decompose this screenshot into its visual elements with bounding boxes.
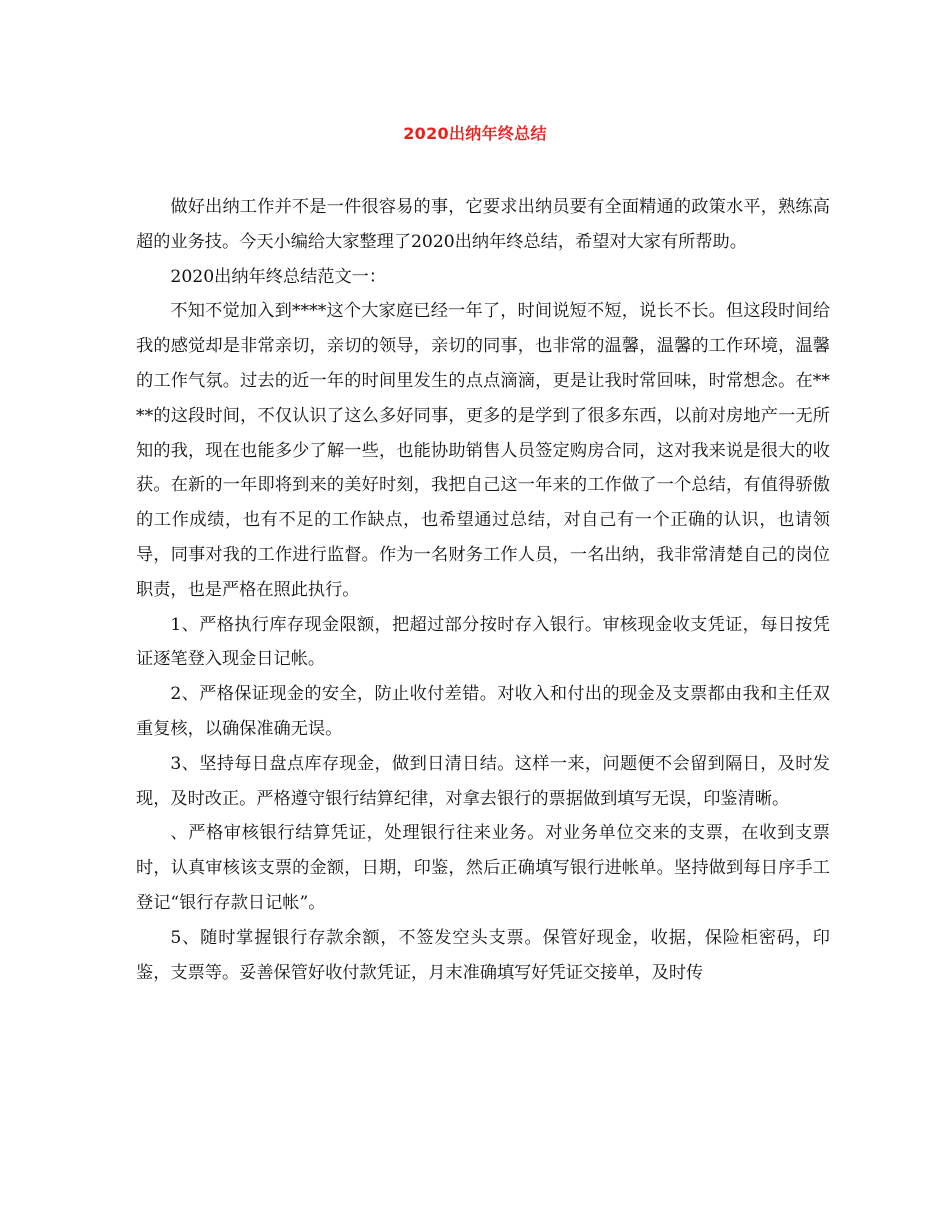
document-body	[136, 190, 830, 990]
document-title: 2020出纳年终总结	[403, 124, 547, 143]
paragraph-item-5: 5、随时掌握银行存款余额，不签发空头支票。保管好现金，收据，保险柜密码，印鉴，支票等。妥善保管好收付款凭证，月末准确填写好凭证交接单，及时传	[136, 927, 830, 983]
paragraph-item-3: 3、坚持每日盘点库存现金，做到日清日结。这样一来，问题便不会留到隔日，及时发现，及时改正。严格遵守银行结算纪律，对拿去银行的票据做到填写无误，印鉴清晰。	[136, 753, 830, 809]
paragraph-sample-heading: 2020出纳年终总结范文一：	[170, 266, 387, 287]
paragraph-summary: 不知不觉加入到****这个大家庭已经一年了，时间说短不短，说长不长。但这段时间给我的感觉却是非常亲切，亲切的领导，亲切的同事，也非常的温馨，温馨的工作环境，温馨的工作气氛。过去的近一年的时间里发生的点点滴滴，更是让我时常回味，时常想念。在****的这段时间，不仅认识了这么多好同事，更多的是学到了很多东西，以前对房地产一无所知的我，现在也能多少了解一些，也能协助销售人员签定购房合同，这对我来说是很大的收获。在新的一年即将到来的美好时刻，我把自己这一年来的工作做了一个总结，有值得骄傲的工作成绩，也有不足的工作缺点，也希望通过总结，对自己有一个正确的认识，也请领导，同事对我的工作进行监督。作为一名财务工作人员，一名出纳，我非常清楚自己的岗位职责，也是严格在照此执行。	[136, 301, 830, 600]
paragraph-intro: 做好出纳工作并不是一件很容易的事，它要求出纳员要有全面精通的政策水平，熟练高超的业务技。今天小编给大家整理了2020出纳年终总结，希望对大家有所帮助。	[136, 197, 830, 252]
paragraph-item-2: 2、严格保证现金的安全，防止收付差错。对收入和付出的现金及支票都由我和主任双重复核，以确保准确无误。	[136, 684, 830, 739]
paragraph-item-1: 1、严格执行库存现金限额，把超过部分按时存入银行。审核现金收支凭证，每日按凭证逐笔登入现金日记帐。	[136, 614, 830, 670]
paragraph-item-4: 、严格审核银行结算凭证，处理银行往来业务。对业务单位交来的支票，在收到支票时，认真审核该支票的金额，日期，印鉴，然后正确填写银行进帐单。坚持做到每日序手工登记“银行存款日记帐”。	[136, 823, 830, 913]
